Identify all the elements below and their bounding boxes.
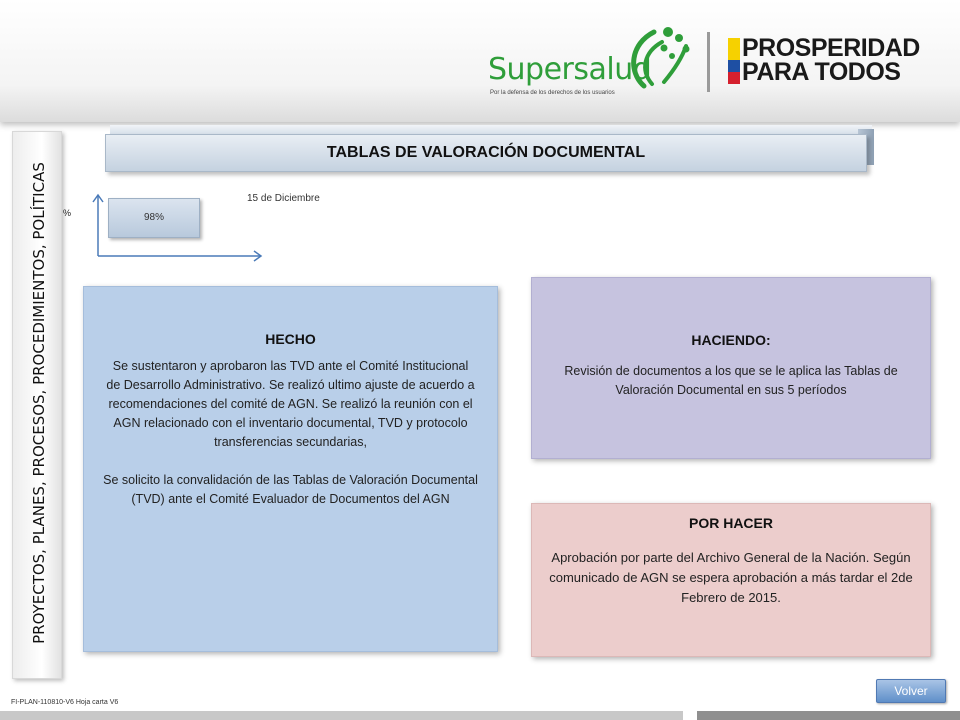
- title-bar: [105, 134, 867, 172]
- hecho-paragraph-2: Se solicito la convalidación de las Tablas de Valoración Documental (TVD) ante el Comité Evaluador de Documentos del AGN: [103, 473, 478, 506]
- page-title: TABLAS DE VALORACIÓN DOCUMENTAL: [326, 144, 646, 161]
- por-hacer-heading: POR HACER: [688, 515, 773, 531]
- hecho-paragraph-1: Se sustentaron y aprobaron las TVD ante el Comité Institucional de Desarrollo Administrativo. Se realizó ultimo ajuste de acuerdo a recomendaciones del comité de AGN. Se realizó la reunión con el AGN relacionado con el inventario documental, TVD y protocolo transferencias secundarias,: [106, 359, 475, 449]
- footer-bar-right: [697, 711, 960, 720]
- hecho-card: [83, 286, 498, 652]
- haciendo-card: [531, 277, 931, 459]
- supersalud-mark-icon: [624, 22, 694, 94]
- por-hacer-card: [531, 503, 931, 657]
- prosperidad-logo: [728, 34, 938, 90]
- haciendo-text: Revisión de documentos a los que se le aplica las Tablas de Valoración Documental en sus 5 períodos: [564, 364, 898, 397]
- footer-code: FI-PLAN-110810-V6 Hoja carta V6: [11, 699, 119, 706]
- supersalud-name: Supersalud: [488, 52, 652, 87]
- haciendo-heading: HACIENDO:: [691, 332, 771, 348]
- prosperidad-line1: PROSPERIDAD: [742, 34, 920, 62]
- colombia-flag-icon: [728, 38, 740, 84]
- title-bar-bevel: [110, 125, 872, 134]
- prosperidad-text: [742, 36, 920, 84]
- footer-bar-left: [0, 711, 683, 720]
- supersalud-tagline: Por la defensa de los derechos de los usuarios: [490, 90, 615, 96]
- por-hacer-text: Aprobación por parte del Archivo General de la Nación. Según comunicado de AGN se espera aprobación a más tardar el 2de Febrero de 2015.: [549, 550, 913, 605]
- progress-bar: 98%: [108, 198, 200, 238]
- hecho-heading: HECHO: [265, 331, 316, 347]
- header-band: [0, 0, 960, 122]
- progress-date: 15 de Diciembre: [247, 193, 320, 204]
- prosperidad-line2: PARA TODOS: [742, 58, 901, 86]
- volver-button[interactable]: Volver: [876, 679, 946, 703]
- sidebar-label: PROYECTOS, PLANES, PROCESOS, PROCEDIMIENTOS, POLÍTICAS: [30, 162, 48, 644]
- axis-unit-label: %: [63, 208, 72, 218]
- logo-divider: [707, 32, 710, 92]
- supersalud-logo: [488, 22, 702, 100]
